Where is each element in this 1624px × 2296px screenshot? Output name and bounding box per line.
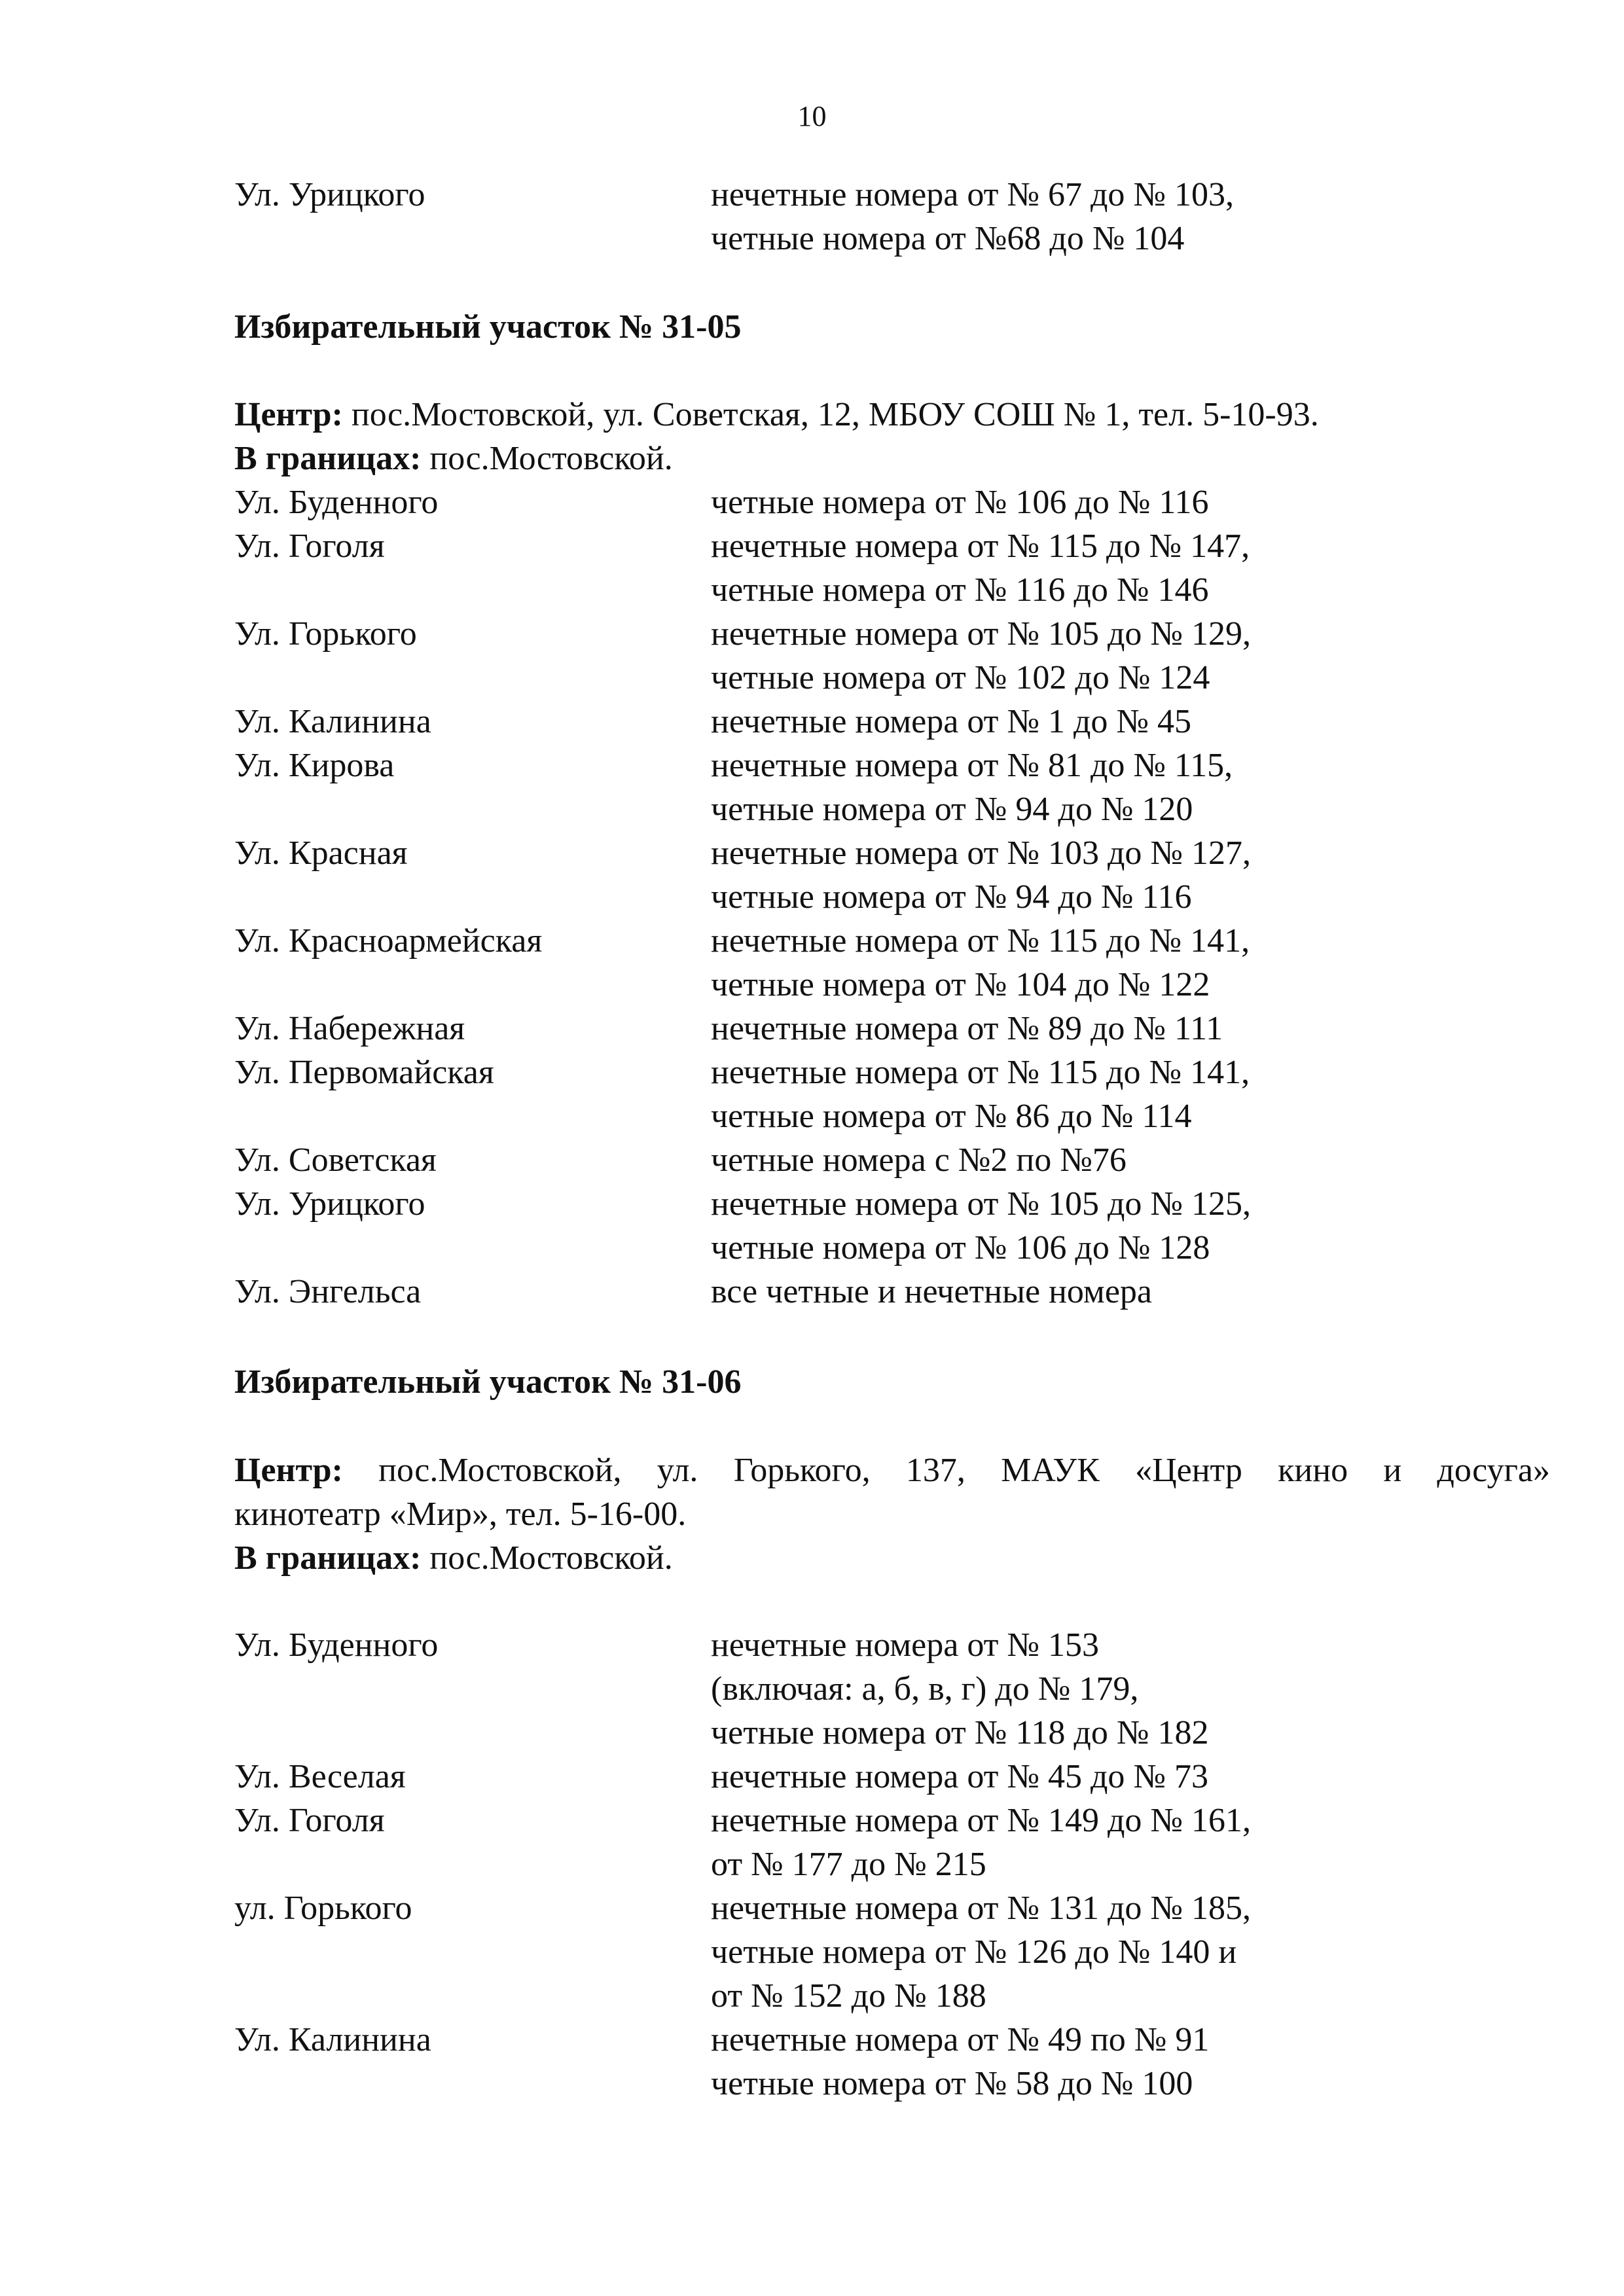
house-number-ranges (711, 524, 1550, 612)
house-number-ranges (711, 1138, 1550, 1182)
street-name: Ул. Калинина (234, 2021, 431, 2058)
house-number-range: четные номера от № 106 до № 116 (711, 484, 1209, 521)
house-number-ranges (711, 1799, 1550, 1886)
street-name: Ул. Буденного (234, 1626, 439, 1664)
house-number-range: четные номера с №2 по №76 (711, 1141, 1127, 1179)
house-number-ranges (711, 1270, 1550, 1314)
house-number-range: четные номера от № 102 до № 124 (711, 659, 1210, 696)
street-name: Ул. Красноармейская (234, 922, 543, 960)
house-number-range: нечетные номера от № 105 до № 125, (711, 1185, 1252, 1223)
house-number-range: от № 152 до № 188 (711, 1977, 986, 2015)
house-number-range: нечетные номера от № 149 до № 161, (711, 1802, 1252, 1839)
street-name: Ул. Набережная (234, 1010, 465, 1047)
street-row (234, 1007, 1550, 1050)
house-number-range: нечетные номера от № 115 до № 141, (711, 922, 1250, 960)
bounds-line (234, 1536, 1550, 1580)
street-name: Ул. Урицкого (234, 176, 425, 213)
house-number-range: нечетные номера от № 105 до № 129, (711, 615, 1252, 653)
bounds-line (234, 437, 1550, 480)
house-number-range: четные номера от № 118 до № 182 (711, 1714, 1209, 1751)
house-number-ranges (711, 1755, 1550, 1799)
street-name: Ул. Веселая (234, 1758, 406, 1795)
center-line (234, 393, 1550, 437)
street-row (234, 1270, 1550, 1314)
street-row (234, 1755, 1550, 1799)
street-name: Ул. Гоголя (234, 528, 385, 565)
street-row (234, 524, 1550, 612)
house-number-range: нечетные номера от № 153 (711, 1626, 1099, 1664)
street-row (234, 1799, 1550, 1886)
center-label: Центр: (234, 396, 343, 433)
street-row (234, 1138, 1550, 1182)
street-row (234, 1182, 1550, 1270)
bounds-label: В границах: (234, 1539, 422, 1577)
section-31-06-info (234, 1448, 1550, 1580)
section-31-05-info (234, 393, 1550, 480)
house-number-range: нечетные номера от № 115 до № 147, (711, 528, 1250, 565)
house-number-range: нечетные номера от № 49 по № 91 (711, 2021, 1210, 2058)
house-number-range: четные номера от № 106 до № 128 (711, 1229, 1210, 1266)
house-number-ranges (711, 1007, 1550, 1050)
page-number: 10 (797, 100, 827, 132)
house-number-range: нечетные номера от № 115 до № 141, (711, 1054, 1250, 1091)
house-number-ranges (711, 744, 1550, 831)
street-row (234, 173, 1550, 260)
house-number-ranges (711, 831, 1550, 919)
house-number-ranges (711, 173, 1550, 260)
center-text: пос.Мостовской, ул. Горького, 137, МАУК «Центр кино и досуга» (342, 1452, 1550, 1489)
street-row (234, 612, 1550, 700)
street-row (234, 2018, 1550, 2106)
house-number-ranges (711, 612, 1550, 700)
bounds-text: пос.Мостовской. (421, 1539, 673, 1577)
house-number-range: четные номера от № 126 до № 140 и (711, 1933, 1237, 1971)
street-name: Ул. Буденного (234, 484, 439, 521)
street-row (234, 700, 1550, 744)
street-row (234, 1886, 1550, 2018)
house-number-range: нечетные номера от № 45 до № 73 (711, 1758, 1209, 1795)
house-number-range: нечетные номера от № 67 до № 103, (711, 176, 1235, 213)
house-number-range: нечетные номера от № 89 до № 111 (711, 1010, 1223, 1047)
house-number-ranges (711, 1886, 1550, 2018)
house-number-range: (включая: а, б, в, г) до № 179, (711, 1670, 1139, 1708)
house-number-ranges (711, 2018, 1550, 2106)
street-row (234, 831, 1550, 919)
house-number-range: четные номера от № 58 до № 100 (711, 2065, 1193, 2102)
house-number-ranges (711, 480, 1550, 524)
continued-street-list (234, 173, 1550, 260)
section-31-05-street-list (234, 480, 1550, 1314)
house-number-range: четные номера от № 104 до № 122 (711, 966, 1210, 1003)
street-name: Ул. Красная (234, 834, 408, 872)
house-number-range: нечетные номера от № 1 до № 45 (711, 703, 1192, 740)
street-name: Ул. Гоголя (234, 1802, 385, 1839)
street-name: Ул. Урицкого (234, 1185, 425, 1223)
street-row (234, 1050, 1550, 1138)
bounds-text: пос.Мостовской. (421, 440, 673, 477)
house-number-range: нечетные номера от № 131 до № 185, (711, 1890, 1252, 1927)
street-name: ул. Горького (234, 1890, 412, 1927)
street-name: Ул. Энгельса (234, 1273, 422, 1310)
house-number-range: нечетные номера от № 81 до № 115, (711, 747, 1233, 784)
street-row (234, 744, 1550, 831)
house-number-range: четные номера от № 86 до № 114 (711, 1098, 1192, 1135)
section-31-05-title: Избирательный участок № 31-05 (234, 308, 742, 346)
center-line-continued: кинотеатр «Мир», тел. 5-16-00. (234, 1496, 687, 1533)
house-number-ranges (711, 700, 1550, 744)
house-number-range: четные номера от №68 до № 104 (711, 220, 1185, 257)
house-number-range: все четные и нечетные номера (711, 1273, 1152, 1310)
house-number-range: четные номера от № 94 до № 116 (711, 878, 1192, 916)
street-row (234, 480, 1550, 524)
house-number-range: от № 177 до № 215 (711, 1846, 986, 1883)
street-row (234, 919, 1550, 1007)
bounds-label: В границах: (234, 440, 422, 477)
center-label: Центр: (234, 1452, 343, 1489)
house-number-ranges (711, 1182, 1550, 1270)
center-line (234, 1448, 1550, 1492)
house-number-range: нечетные номера от № 103 до № 127, (711, 834, 1252, 872)
center-text: пос.Мостовской, ул. Советская, 12, МБОУ СОШ № 1, тел. 5-10-93. (342, 396, 1319, 433)
street-name: Ул. Горького (234, 615, 417, 653)
house-number-range: четные номера от № 94 до № 120 (711, 791, 1193, 828)
section-31-06-street-list (234, 1623, 1550, 2106)
house-number-ranges (711, 919, 1550, 1007)
street-name: Ул. Первомайская (234, 1054, 494, 1091)
house-number-ranges (711, 1050, 1550, 1138)
street-name: Ул. Калинина (234, 703, 431, 740)
house-number-range: четные номера от № 116 до № 146 (711, 571, 1209, 609)
street-row (234, 1623, 1550, 1755)
house-number-ranges (711, 1623, 1550, 1755)
street-name: Ул. Кирова (234, 747, 395, 784)
section-31-06-title: Избирательный участок № 31-06 (234, 1363, 742, 1401)
street-name: Ул. Советская (234, 1141, 437, 1179)
